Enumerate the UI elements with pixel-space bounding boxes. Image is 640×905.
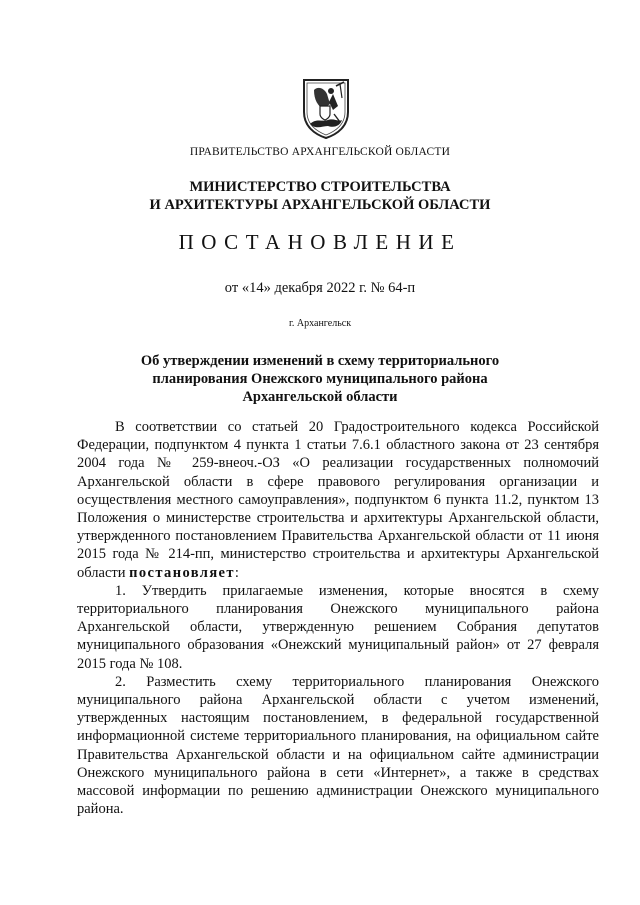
item-2-paragraph: 2. Разместить схему территориального планирования Онежского муниципального района Архангельской области с учетом изменений, утвержденных настоящим постановлением, в федеральной государственной информационной системе территориального планирования, на официальном сайте Правительства Архангельской области и на официальном сайте администрации Онежского муниципального района в сети «Интернет», а также в средствах массовой информации по решению администрации Онежского муниципального района. bbox=[77, 673, 599, 818]
ministry-line-1: МИНИСТЕРСТВО СТРОИТЕЛЬСТВА bbox=[189, 179, 451, 195]
date-and-number: от «14» декабря 2022 г. № 64-п bbox=[224, 280, 416, 296]
preamble-paragraph bbox=[77, 418, 599, 582]
title-line-2: планирования Онежского муниципального района bbox=[152, 371, 488, 387]
ministry-line-2: И АРХИТЕКТУРЫ АРХАНГЕЛЬСКОЙ ОБЛАСТИ bbox=[149, 197, 491, 213]
arkhangelsk-coat-of-arms-icon bbox=[300, 76, 352, 140]
document-body bbox=[77, 418, 599, 818]
ministry-name bbox=[0, 178, 640, 214]
government-name: ПРАВИТЕЛЬСТВО АРХАНГЕЛЬСКОЙ ОБЛАСТИ bbox=[189, 146, 451, 158]
decides-word: постановляет bbox=[129, 564, 235, 581]
title-line-3: Архангельской области bbox=[242, 389, 398, 405]
decides-suffix: : bbox=[234, 564, 239, 581]
item-1-paragraph: 1. Утвердить прилагаемые изменения, которые вносятся в схему территориального планирования Онежского муниципального района Архангельской области, утвержденную решением Собрания депутатов муниципального образования «Онежский муниципальный район» от 27 февраля 2015 года № 108. bbox=[77, 582, 599, 672]
preamble-text: В соответствии со статьей 20 Градостроительного кодекса Российской Федерации, подпунктом 4 пункта 1 статьи 7.6.1 областного закона от 23 сентября 2004 года № 259-внеоч.-ОЗ «О реализации государственных полномочий Архангельской области в сфере правового регулирования организации и осуществления местного самоуправления», подпунктом 6 пункта 11.2, пунктом 13 Положения о министерстве строительства и архитектуры Архангельской области, утвержденного постановлением Правительства Архангельской области от 11 июня 2015 года № 214-пп, министерство строительства и архитектуры Архангельской области bbox=[77, 419, 599, 581]
title-line-1: Об утверждении изменений в схему территориального bbox=[140, 353, 500, 369]
document-title bbox=[0, 352, 640, 406]
city: г. Архангельск bbox=[288, 318, 352, 329]
document-type: ПОСТАНОВЛЕНИЕ bbox=[178, 230, 462, 254]
